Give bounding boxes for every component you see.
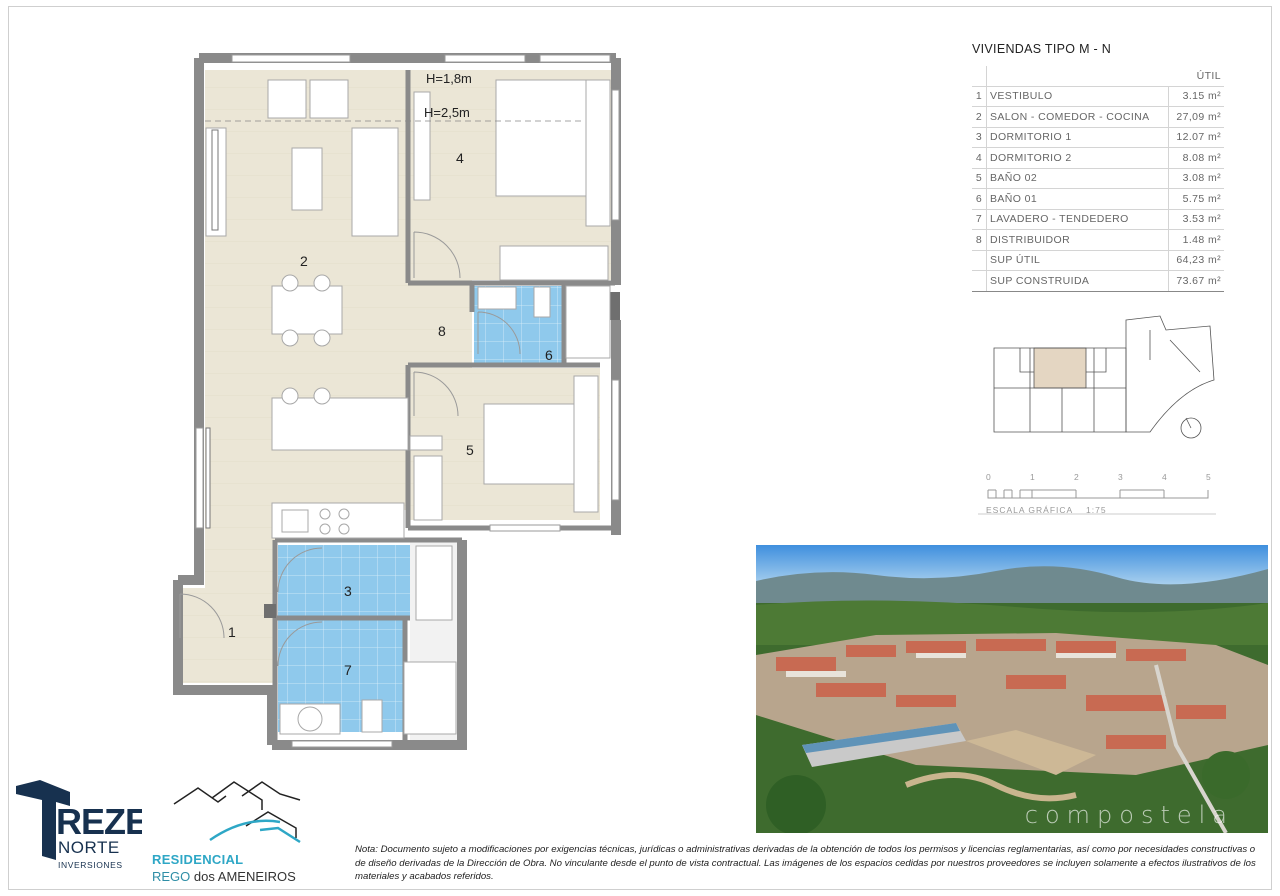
room-number-7: 7	[344, 662, 352, 678]
scale-tick: 2	[1074, 472, 1080, 482]
residencial-title: RESIDENCIAL	[152, 852, 244, 867]
key-plan	[994, 316, 1214, 438]
photo-watermark: compostela	[1024, 801, 1234, 829]
scale-labels	[984, 470, 1220, 520]
treze-norte-logo	[12, 778, 142, 878]
aerial-photo-graphic	[756, 545, 1268, 833]
area-table	[972, 66, 1224, 292]
room-number-1: 1	[228, 624, 236, 640]
rego-subtitle: REGO dos AMENEIROS	[152, 869, 296, 884]
room-number-8: 8	[438, 323, 446, 339]
total-row: SUP ÚTIL 64,23 m²	[972, 250, 1224, 271]
aerial-photo	[756, 545, 1268, 833]
room-number-2: 2	[300, 253, 308, 269]
residencial-logo	[150, 776, 330, 886]
room-number-5: 5	[466, 442, 474, 458]
scale-tick: 3	[1118, 472, 1124, 482]
height-label-low: H=1,8m	[426, 71, 472, 86]
height-label-high: H=2,5m	[424, 105, 470, 120]
scale-tick: 5	[1206, 472, 1212, 482]
table-row: 7 LAVADERO - TENDEDERO 3.53 m²	[972, 209, 1224, 230]
scale-tick: 1	[1030, 472, 1036, 482]
room-number-6: 6	[545, 347, 553, 363]
room-number-4: 4	[456, 150, 464, 166]
table-row: 2 SALON - COMEDOR - COCINA 27,09 m²	[972, 107, 1224, 128]
scale-tick: 4	[1162, 472, 1168, 482]
houses-icon	[150, 776, 330, 856]
table-row: 3 DORMITORIO 1 12.07 m²	[972, 127, 1224, 148]
scale-tick: 0	[986, 472, 992, 482]
svg-text:REZE: REZE	[56, 801, 142, 842]
norte-text: NORTE	[58, 838, 120, 857]
legal-note: Nota: Documento sujeto a modificaciones por exigencias técnicas, jurídicas o administrativas derivadas de la obtención de todos los permisos y licencias reglamentarias, así como por necesidades constructivas o de diseño derivadas de la Dirección de Obra. No vinculante desde el punto de vista contractual. Las imágenes de los espacios cedidas por nuestros proveedores se incluyen solamente a efectos ilustrativos de los materiales y acabados referidos.	[355, 844, 1256, 882]
col-header-util: ÚTIL	[1168, 66, 1224, 86]
inversiones-text: INVERSIONES	[58, 860, 123, 870]
scale-ratio: 1:75	[1086, 505, 1107, 515]
table-row: 1 VESTIBULO 3.15 m²	[972, 86, 1224, 107]
table-row: 6 BAÑO 01 5.75 m²	[972, 189, 1224, 210]
column	[264, 604, 276, 618]
scale-label: ESCALA GRÁFICA	[986, 505, 1074, 515]
table-row: 8 DISTRIBUIDOR 1.48 m²	[972, 230, 1224, 251]
table-title: VIVIENDAS TIPO M - N	[972, 42, 1112, 56]
table-row: 5 BAÑO 02 3.08 m²	[972, 168, 1224, 189]
room-number-3: 3	[344, 583, 352, 599]
table-row: 4 DORMITORIO 2 8.08 m²	[972, 148, 1224, 169]
total-row: SUP CONSTRUIDA 73.67 m²	[972, 271, 1224, 292]
